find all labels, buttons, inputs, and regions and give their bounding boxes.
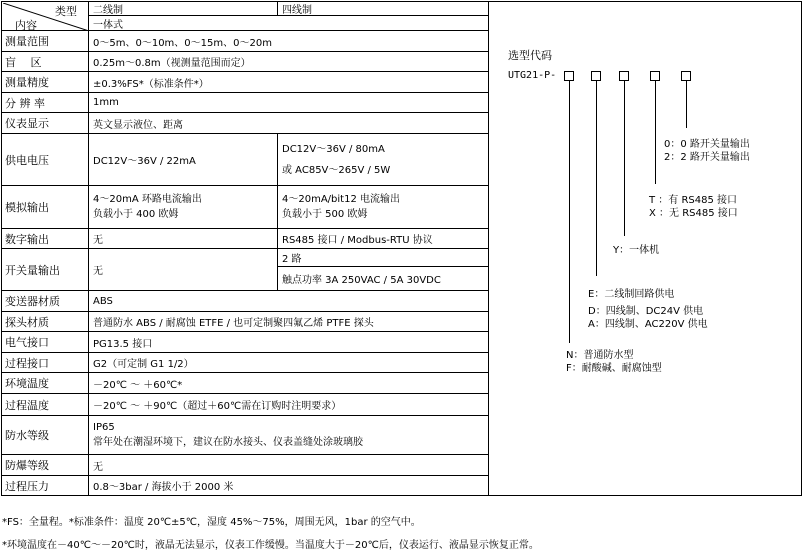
row-power-four-wire: DC12V～36V / 80mA 或 AC85V～265V / 5W [278, 134, 489, 186]
row-switch-four-wire-channels: 2 路 [278, 249, 489, 267]
row-blind-value: 0.25m～0.8m（视测量范围而定） [89, 52, 489, 72]
row-pressure-value: 0.8～3bar / 海拔小于 2000 米 [89, 476, 489, 496]
row-explosion-value: 无 [89, 455, 489, 476]
code-box-power [591, 71, 601, 81]
row-ambient-value: －20℃ ～ ＋60℃* [89, 373, 489, 394]
row-display-label: 仪表显示 [1, 113, 89, 134]
row-digital-two-wire: 无 [89, 229, 278, 249]
opt-probe-n: N：普通防水型 [566, 350, 634, 361]
row-ambient-label: 环境温度 [1, 373, 89, 394]
row-resolution-value: 1mm [89, 93, 489, 113]
row-switch-four-wire-rating: 触点功率 3A 250VAC / 5A 30VDC [278, 267, 489, 291]
row-probe-label: 探头材质 [1, 312, 89, 332]
selection-title: 选型代码 [508, 49, 552, 62]
footnote-fs: *FS：全量程。*标准条件：温度 20℃±5℃，湿度 45%～75%，周围无风，1bar 的空气中。 [2, 517, 421, 528]
row-analog-label: 模拟输出 [1, 186, 89, 229]
code-box-integral [619, 71, 629, 81]
opt-switch-0: 0：0 路开关量输出 [664, 139, 750, 150]
leader-rs485 [655, 81, 656, 184]
row-blind-label: 盲 区 [1, 52, 89, 72]
row-probe-value: 普通防水 ABS / 耐腐蚀 ETFE / 也可定制聚四氟乙烯 PTFE 探头 [89, 312, 489, 332]
header-content-label: 内容 [15, 19, 37, 31]
opt-probe-f: F：耐酸碱、耐腐蚀型 [566, 363, 662, 374]
row-electrical-label: 电气接口 [1, 332, 89, 353]
row-digital-label: 数字输出 [1, 229, 89, 249]
row-process-temp-label: 过程温度 [1, 394, 89, 416]
row-power-label: 供电电压 [1, 134, 89, 186]
row-digital-four-wire: RS485 接口 / Modbus-RTU 协议 [278, 229, 489, 249]
header-two-wire: 二线制 [89, 1, 278, 16]
row-resolution-label: 分 辨 率 [1, 93, 89, 113]
row-waterproof-label: 防水等级 [1, 416, 89, 455]
row-process-value: G2（可定制 G1 1/2） [89, 353, 489, 373]
opt-rs485-x: X ：无 RS485 接口 [649, 208, 738, 219]
row-electrical-value: PG13.5 接口 [89, 332, 489, 353]
header-four-wire: 四线制 [278, 1, 489, 16]
opt-power-e: E：二线制回路供电 [588, 289, 675, 300]
code-box-switch [681, 71, 691, 81]
row-pressure-label: 过程压力 [1, 476, 89, 496]
row-accuracy-value: ±0.3%FS*（标准条件*） [89, 72, 489, 93]
opt-integral: Y：一体机 [613, 245, 660, 256]
opt-power-d: D：四线制、DC24V 供电 [588, 306, 704, 317]
row-housing-value: ABS [89, 291, 489, 312]
row-analog-two-wire: 4～20mA 环路电流输出 负载小于 400 欧姆 [89, 186, 278, 229]
row-range-label: 测量范围 [1, 31, 89, 52]
code-box-probe [564, 71, 574, 81]
row-accuracy-label: 测量精度 [1, 72, 89, 93]
row-display-value: 英文显示液位、距离 [89, 113, 489, 134]
leader-integral [624, 81, 625, 236]
row-power-two-wire: DC12V～36V / 22mA [89, 134, 278, 186]
opt-switch-2: 2：2 路开关量输出 [664, 152, 750, 163]
header-corner [1, 1, 89, 31]
opt-power-a: A：四线制、AC220V 供电 [588, 319, 708, 330]
row-waterproof-value: IP65 常年处在潮湿环境下，建议在防水接头、仪表盖缝处涂玻璃胶 [89, 416, 489, 455]
code-box-rs485 [650, 71, 660, 81]
leader-probe [569, 81, 570, 343]
row-switch-two-wire: 无 [89, 249, 278, 291]
leader-switch [686, 81, 687, 128]
row-explosion-label: 防爆等级 [1, 455, 89, 476]
row-housing-label: 变送器材质 [1, 291, 89, 312]
model-prefix: UTG21-P- [508, 70, 557, 81]
row-switch-label: 开关量输出 [1, 249, 89, 291]
footnote-temperature: *环境温度在－40℃～－20℃时，液晶无法显示，仪表工作缓慢。当温度大于－20℃后，仪表运行、液晶显示恢复正常。 [2, 540, 539, 551]
header-type-label: 类型 [55, 5, 77, 18]
leader-power [596, 81, 597, 276]
row-form-value: 一体式 [89, 16, 489, 31]
row-range-value: 0～5m、0～10m、0～15m、0～20m [89, 31, 489, 52]
row-process-temp-value: －20℃ ～ ＋90℃（超过＋60℃需在订购时注明要求） [89, 394, 489, 416]
row-process-label: 过程接口 [1, 353, 89, 373]
opt-rs485-t: T ：有 RS485 接口 [649, 195, 738, 206]
row-analog-four-wire: 4～20mA/bit12 电流输出 负载小于 500 欧姆 [278, 186, 489, 229]
